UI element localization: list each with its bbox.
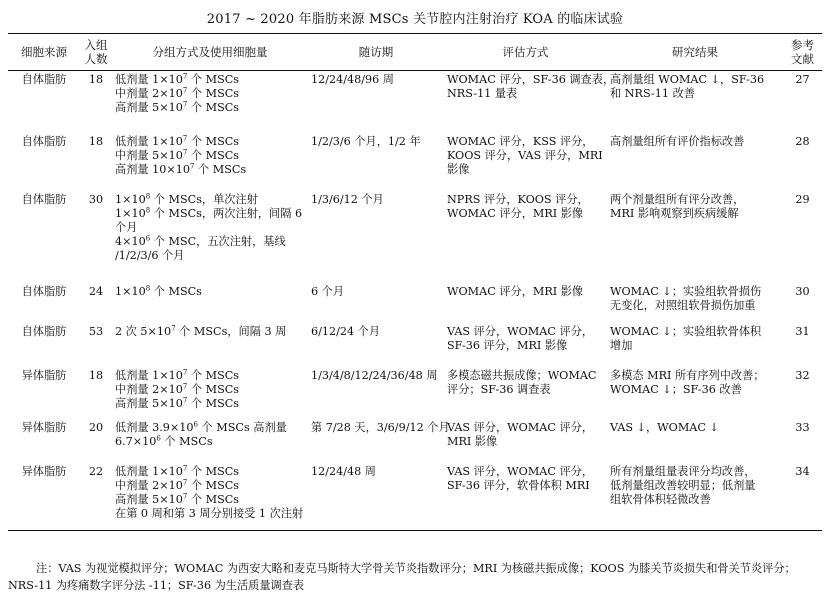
- groups-line: 中剂量 $2\times 10^7$ 个 MSCs: [115, 86, 240, 100]
- header-cell-followup: 随访期: [308, 34, 444, 71]
- groups-line: $1\times 10^8$ 个 MSCs，单次注射: [115, 191, 258, 206]
- results-line: 高剂量组 WOMAC ↓，SF-36: [610, 73, 765, 86]
- table-row: [8, 133, 822, 191]
- cell-reference: 27: [795, 73, 810, 86]
- cell-source: 异体脂肪: [21, 368, 67, 382]
- clinical-trials-table: [8, 33, 822, 531]
- header-row: [8, 34, 822, 71]
- followup-line: 1/3/6/12 个月: [311, 192, 384, 206]
- assessment-line: SF-36 评分，MRI 影像: [447, 338, 568, 352]
- followup-line: 12/24/48 周: [311, 464, 376, 478]
- cell-reference: 32: [795, 368, 810, 382]
- cell-results: [607, 133, 783, 191]
- table-title: 2017 ~ 2020 年脂肪来源 MSCs 关节腔内注射治疗 KOA 的临床试验: [206, 12, 624, 27]
- cell-followup: [308, 133, 444, 191]
- cell-source: 自体脂肪: [21, 134, 67, 148]
- results-line: 高剂量组所有评价指标改善: [610, 134, 745, 148]
- header-cell-reference: [783, 34, 822, 71]
- results-line: 无变化，对照组软骨损伤加重: [610, 298, 756, 312]
- assessment-line: WOMAC 评分，KSS 评分，: [447, 134, 594, 148]
- assessment-line: 多模态磁共振成像；WOMAC: [447, 368, 597, 382]
- cell-results: [607, 191, 783, 283]
- followup-line: 第 7/28 天，3/6/9/12 个月: [311, 420, 450, 434]
- header-reference-label: 参考 文献: [791, 38, 814, 66]
- followup-line: 12/24/48/96 周: [311, 73, 394, 86]
- results-line: VAS ↓，WOMAC ↓: [610, 420, 719, 434]
- cell-groups: [112, 133, 308, 191]
- cell-source: 异体脂肪: [21, 420, 67, 434]
- results-line: MRI 影响观察到疾病缓解: [610, 206, 739, 220]
- header-cell-groups: 分组方式及使用细胞量: [112, 34, 308, 71]
- cell-followup: [308, 283, 444, 323]
- table-row: [8, 419, 822, 463]
- cell-assessment: [444, 463, 607, 531]
- cell-groups: [112, 323, 308, 367]
- groups-line: 低剂量 $1\times 10^7$ 个 MSCs: [115, 367, 240, 382]
- cell-assessment: [444, 367, 607, 419]
- groups-line: $6.7\times 10^6$ 个 MSCs: [115, 433, 213, 448]
- header-cell-results: 研究结果: [607, 34, 783, 71]
- table-row: [8, 283, 822, 323]
- cell-followup: [308, 367, 444, 419]
- cell-source: 自体脂肪: [21, 192, 67, 206]
- cell-groups: [112, 367, 308, 419]
- groups-line: 在第 0 周和第 3 周分别接受 1 次注射: [115, 506, 304, 520]
- header-cell-assessment: 评估方式: [444, 34, 607, 71]
- groups-line: 2 次 $5\times 10^7$ 个 MSCs，间隔 3 周: [115, 323, 287, 338]
- cell-groups: [112, 191, 308, 283]
- assessment-line: VAS 评分，WOMAC 评分，: [447, 464, 594, 478]
- followup-line: 1/3/4/8/12/24/36/48 周: [311, 368, 438, 382]
- table-row: [8, 71, 822, 133]
- groups-line: 高剂量 $5\times 10^7$ 个 MSCs: [115, 491, 240, 506]
- cell-followup: [308, 323, 444, 367]
- cell-results: [607, 367, 783, 419]
- cell-reference: 33: [795, 420, 810, 434]
- groups-line: 低剂量 $1\times 10^7$ 个 MSCs: [115, 133, 240, 148]
- groups-line: $4\times 10^6$ 个 MSC，五次注射，基线: [115, 233, 286, 248]
- assessment-line: NRS-11 量表: [447, 87, 518, 100]
- results-line: 所有剂量组量表评分均改善，: [610, 464, 756, 478]
- cell-count: 22: [80, 463, 112, 531]
- cell-results: [607, 283, 783, 323]
- table-body: [8, 71, 822, 531]
- assessment-line: 影像: [447, 162, 470, 176]
- results-line: WOMAC ↓；实验组软骨体积: [610, 324, 762, 338]
- groups-line: 低剂量 $1\times 10^7$ 个 MSCs: [115, 463, 240, 478]
- assessment-line: NPRS 评分，KOOS 评分，: [447, 192, 589, 206]
- cell-groups: [112, 71, 308, 133]
- results-line: WOMAC ↓；实验组软骨损伤: [610, 284, 762, 298]
- cell-followup: [308, 463, 444, 531]
- groups-line: 低剂量 $1\times 10^7$ 个 MSCs: [115, 72, 240, 86]
- header-count-label: 入组 人数: [84, 38, 108, 66]
- header-cell-count: [80, 34, 112, 71]
- groups-line: 低剂量 $3.9\times 10^6$ 个 MSCs 高剂量: [115, 419, 287, 434]
- cell-followup: [308, 191, 444, 283]
- results-line: 增加: [610, 338, 633, 352]
- groups-line: 个月: [115, 220, 138, 234]
- cell-assessment: [444, 283, 607, 323]
- cell-reference: 31: [795, 324, 810, 338]
- cell-followup: [308, 71, 444, 133]
- cell-reference: 29: [795, 192, 810, 206]
- cell-followup: [308, 419, 450, 463]
- results-line: 多模态 MRI 所有序列中改善；: [610, 368, 765, 382]
- cell-source: 自体脂肪: [21, 284, 67, 298]
- groups-line: 高剂量 $5\times 10^7$ 个 MSCs: [115, 395, 240, 410]
- cell-count: 30: [88, 192, 104, 206]
- groups-line: $1\times 10^8$ 个 MSCs: [115, 283, 202, 298]
- cell-assessment: [444, 133, 607, 191]
- assessment-line: VAS 评分，WOMAC 评分，: [447, 324, 594, 338]
- cell-groups: [112, 283, 308, 323]
- assessment-line: WOMAC 评分，MRI 影像: [447, 206, 584, 220]
- table-row: [8, 191, 822, 283]
- assessment-line: WOMAC 评分，MRI 影像: [447, 284, 584, 298]
- cell-results: [607, 71, 783, 133]
- table-row: [8, 463, 822, 531]
- assessment-line: KOOS 评分，VAS 评分，MRI: [447, 148, 603, 162]
- groups-line: /1/2/3/6 个月: [115, 248, 185, 262]
- followup-line: 6 个月: [311, 284, 345, 298]
- followup-line: 6/12/24 个月: [311, 324, 381, 338]
- groups-line: 中剂量 $2\times 10^7$ 个 MSCs: [115, 381, 240, 396]
- assessment-line: 评分；SF-36 调查表: [447, 382, 551, 396]
- cell-groups: [112, 463, 308, 531]
- groups-line: 中剂量 $5\times 10^7$ 个 MSCs: [115, 147, 240, 162]
- results-line: 低剂量组改善较明显；低剂量: [610, 478, 756, 492]
- table-row: [8, 367, 822, 419]
- groups-line: 中剂量 $2\times 10^7$ 个 MSCs: [115, 477, 240, 492]
- cell-count: 18: [88, 368, 104, 382]
- cell-count: 18: [88, 134, 104, 148]
- assessment-line: VAS 评分，WOMAC 评分，: [447, 420, 594, 434]
- cell-count: 24: [88, 284, 104, 298]
- results-line: 和 NRS-11 改善: [610, 87, 695, 100]
- cell-assessment: [444, 71, 615, 133]
- groups-line: 高剂量 $5\times 10^7$ 个 MSCs: [115, 100, 240, 114]
- assessment-line: MRI 影像: [447, 434, 498, 448]
- cell-results: [607, 419, 783, 463]
- results-line: 两个剂量组所有评分改善，: [610, 192, 745, 206]
- cell-count: 20: [88, 420, 104, 434]
- results-line: 组软骨体积轻微改善: [610, 492, 711, 506]
- assessment-line: SF-36 评分，软骨体积 MRI: [447, 478, 590, 492]
- cell-assessment: [444, 419, 607, 463]
- cell-source: 自体脂肪: [21, 324, 67, 338]
- assessment-line: WOMAC 评分，SF-36 调查表，: [447, 73, 615, 86]
- table-row: [8, 323, 822, 367]
- cell-count: 18: [88, 73, 104, 86]
- cell-count: 53: [88, 324, 104, 338]
- groups-line: $1\times 10^8$ 个 MSCs，两次注射，间隔 6: [115, 205, 303, 220]
- cell-reference: 34: [783, 463, 822, 531]
- cell-results: [607, 463, 783, 531]
- results-line: WOMAC ↓；SF-36 改善: [610, 382, 742, 396]
- followup-line: 1/2/3/6 个月，1/2 年: [311, 134, 421, 148]
- cell-assessment: [444, 323, 607, 367]
- cell-assessment: [444, 191, 607, 283]
- cell-source: 异体脂肪: [8, 463, 80, 531]
- cell-reference: 30: [795, 284, 810, 298]
- cell-reference: 28: [795, 134, 810, 148]
- cell-results: [607, 323, 783, 367]
- header-cell-source: 细胞来源: [8, 34, 80, 71]
- cell-source: 自体脂肪: [21, 73, 67, 86]
- groups-line: 高剂量 $10\times 10^7$ 个 MSCs: [115, 161, 247, 176]
- table-footnote: 注：VAS 为视觉模拟评分；WOMAC 为西安大略和麦克马斯特大学骨关节炎指数评分；MRI 为核磁共振成像；KOOS 为膝关节炎损失和骨关节炎评分；NRS-11 为疼痛数字评分法 -11；SF-36 为生活质量调查表: [8, 562, 796, 592]
- cell-groups: [112, 419, 308, 463]
